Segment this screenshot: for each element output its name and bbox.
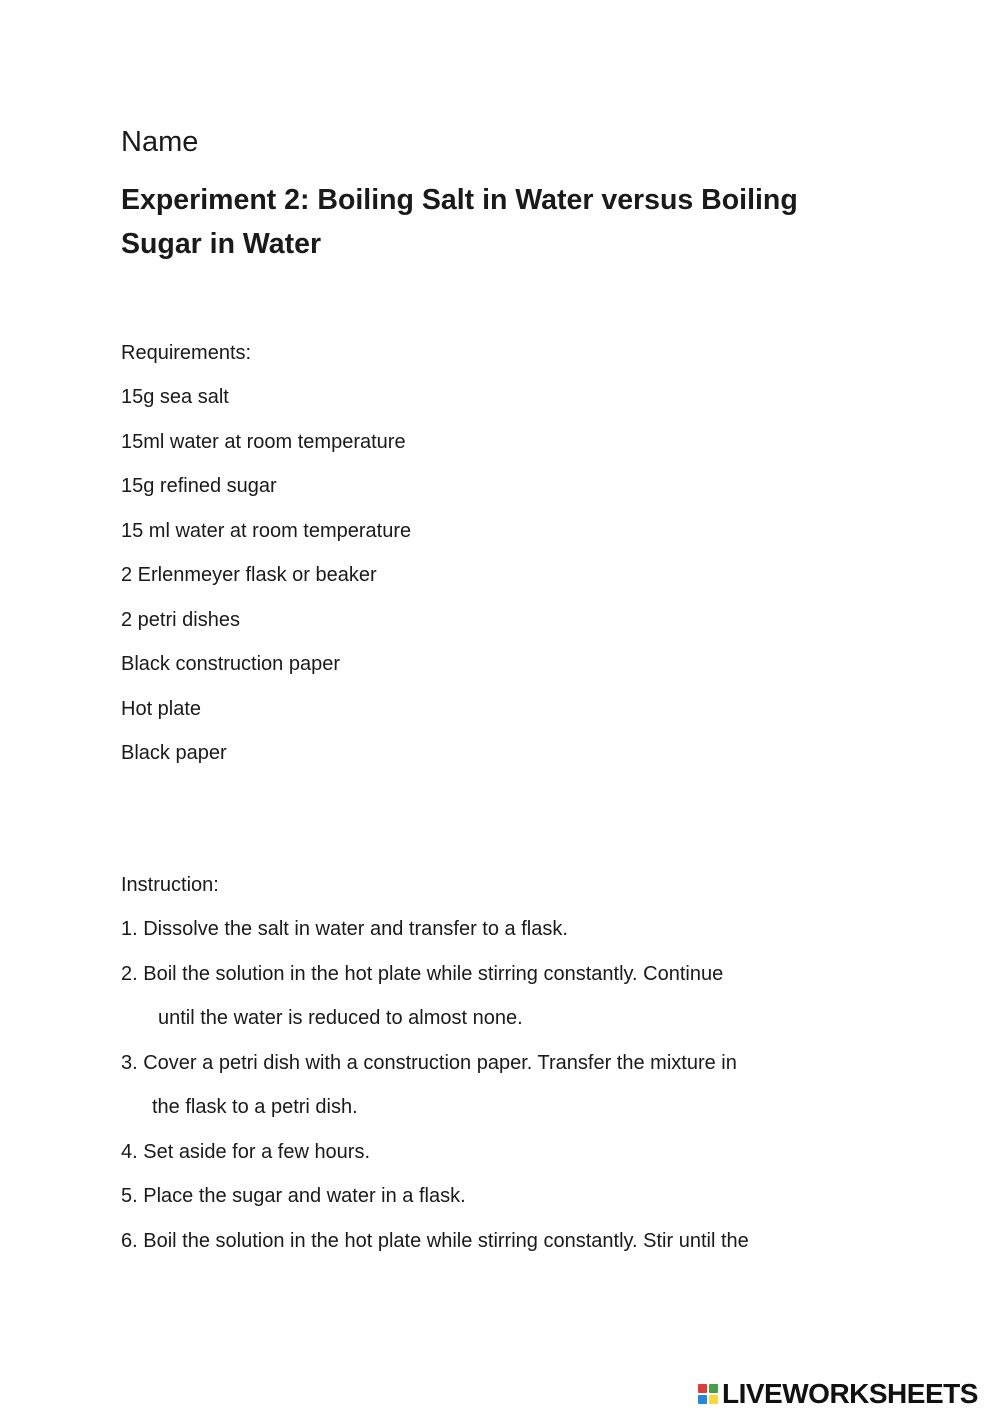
- instructions-list: [121, 914, 749, 1270]
- instructions-heading: Instruction:: [121, 874, 219, 896]
- instruction-step-3-continued: the flask to a petri dish.: [152, 1096, 358, 1118]
- logo-square-blue: [698, 1395, 707, 1404]
- list-item: 15g sea salt: [121, 386, 229, 408]
- title-line-2: Sugar in Water: [121, 228, 322, 260]
- logo-square-red: [698, 1384, 707, 1393]
- instruction-step-2-continued: until the water is reduced to almost none.: [158, 1007, 523, 1029]
- list-item: Black construction paper: [121, 653, 341, 675]
- logo-square-green: [709, 1384, 718, 1393]
- instruction-step-6: 6. Boil the solution in the hot plate while stirring constantly. Stir until the: [121, 1229, 749, 1252]
- list-item: Black paper: [121, 742, 227, 764]
- logo-text: LIVEWORKSHEETS: [722, 1378, 978, 1409]
- title-line-1: Experiment 2: Boiling Salt in Water versus Boiling: [121, 184, 798, 216]
- list-item: 2 petri dishes: [121, 608, 240, 631]
- list-item: 2 Erlenmeyer flask or beaker: [121, 564, 377, 586]
- list-item: Hot plate: [121, 697, 202, 720]
- liveworksheets-logo: [698, 1376, 978, 1412]
- instruction-step-5: 5. Place the sugar and water in a flask.: [121, 1185, 466, 1207]
- instruction-step-1: 1. Dissolve the salt in water and transfer to a flask.: [121, 918, 568, 940]
- name-label: Name: [121, 126, 199, 158]
- list-item: 15ml water at room temperature: [121, 430, 406, 453]
- instruction-step-3: 3. Cover a petri dish with a construction paper. Transfer the mixture in: [121, 1051, 737, 1074]
- logo-mark-icon: [698, 1384, 718, 1404]
- logo-square-yellow: [709, 1395, 718, 1404]
- instruction-step-4: 4. Set aside for a few hours.: [121, 1140, 371, 1163]
- list-item: 15g refined sugar: [121, 475, 277, 497]
- instruction-step-2: 2. Boil the solution in the hot plate while stirring constantly. Continue: [121, 962, 724, 985]
- page-title: [121, 178, 841, 266]
- requirements-heading: Requirements:: [121, 342, 252, 364]
- list-item: 15 ml water at room temperature: [121, 519, 412, 542]
- requirements-list: [121, 382, 411, 783]
